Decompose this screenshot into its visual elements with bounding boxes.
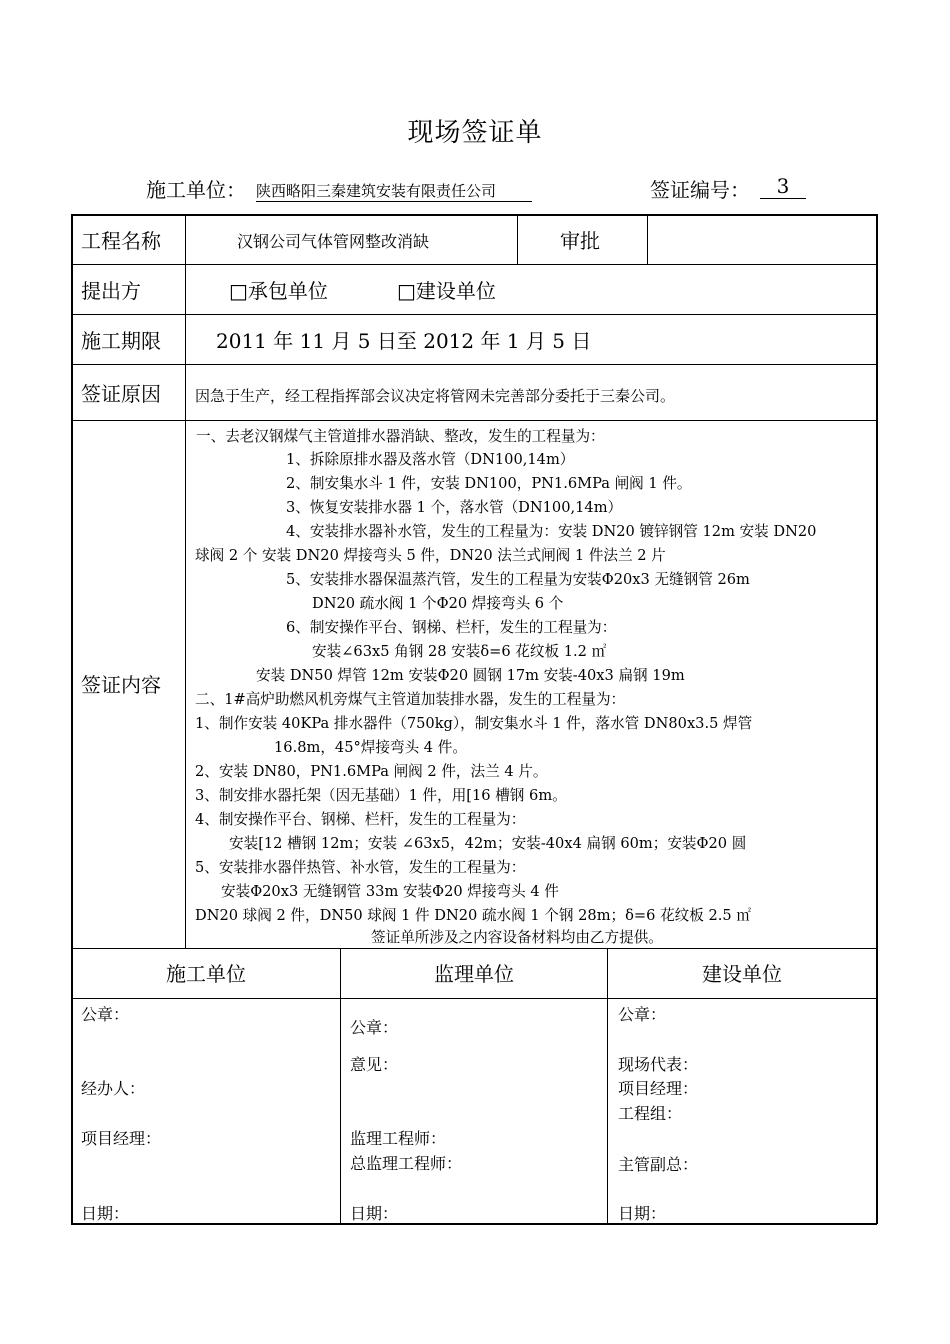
proposer-option-owner[interactable]: □建设单位	[397, 279, 496, 303]
content-line: 2、制安集水斗 1 件，安装 DN100，PN1.6MPa 闸阀 1 件。	[286, 475, 692, 492]
content-line: 1、制作安装 40KPa 排水器件（750kg），制安集水斗 1 件，落水管 DN80x3.5 焊管	[195, 715, 753, 732]
page-title: 现场签证单	[407, 118, 543, 148]
content-line: 5、安装排水器伴热管、补水管，发生的工程量为：	[195, 859, 526, 876]
construction-unit-value: 陕西略阳三秦建筑安装有限责任公司	[256, 180, 532, 202]
content-line: 4、安装排水器补水管，发生的工程量为：安装 DN20 镀锌钢管 12m 安装 DN20	[286, 523, 817, 540]
owner-pm-label: 项目经理：	[618, 1079, 699, 1098]
owner-deputy-label: 主管副总：	[618, 1155, 699, 1174]
content-line: DN20 疏水阀 1 个Φ20 焊接弯头 6 个	[312, 595, 564, 612]
construction-unit-label: 施工单位：	[146, 178, 246, 202]
owner-site-rep-label: 现场代表：	[618, 1055, 699, 1074]
contractor-seal-label: 公章：	[81, 1005, 130, 1024]
content-line: 签证单所涉及之内容设备材料均由乙方提供。	[371, 929, 663, 946]
sig-col-contractor-title: 施工单位	[166, 962, 246, 986]
contractor-date-label: 日期：	[81, 1204, 130, 1223]
content-line: 一、去老汉钢煤气主管道排水器消缺、整改，发生的工程量为：	[196, 428, 605, 445]
visa-number-label: 签证编号：	[650, 178, 750, 202]
owner-date-label: 日期：	[618, 1204, 667, 1223]
chief-supervisor-label: 总监理工程师：	[350, 1154, 463, 1173]
content-line: 安装∠63x5 角钢 28 安装δ=6 花纹板 1.2 ㎡	[312, 643, 607, 660]
content-line: 2、安装 DN80，PN1.6MPa 闸阀 2 件，法兰 4 片。	[195, 763, 548, 780]
content-line: 安装Φ20x3 无缝钢管 33m 安装Φ20 焊接弯头 4 件	[221, 883, 559, 900]
content-label: 签证内容	[81, 673, 161, 697]
owner-seal-label: 公章：	[618, 1005, 667, 1024]
contractor-handler-label: 经办人：	[81, 1079, 146, 1098]
project-name-value: 汉钢公司气体管网整改消缺	[237, 232, 430, 251]
content-line: 6、制安操作平台、钢梯、栏杆，发生的工程量为：	[286, 619, 617, 636]
content-line: 安装[12 槽钢 12m；安装 ∠63x5，42m；安装-40x4 扁钢 60m；安装Φ20 圆	[229, 835, 747, 852]
content-line: 4、制安操作平台、钢梯、栏杆，发生的工程量为：	[195, 811, 526, 828]
supervisor-date-label: 日期：	[350, 1204, 399, 1223]
content-line: 16.8m，45°焊接弯头 4 件。	[274, 739, 467, 756]
visa-number-value: 3	[760, 174, 806, 199]
period-value: 2011 年 11 月 5 日至 2012 年 1 月 5 日	[216, 329, 592, 353]
supervisor-engineer-label: 监理工程师：	[350, 1129, 447, 1148]
reason-label: 签证原因	[81, 382, 161, 406]
approval-label: 审批	[560, 229, 600, 253]
sig-col-owner-title: 建设单位	[702, 962, 782, 986]
contractor-pm-label: 项目经理：	[81, 1129, 162, 1148]
content-line: 3、恢复安装排水器 1 个，落水管（DN100,14m）	[286, 499, 623, 516]
proposer-option-contractor[interactable]: □承包单位	[229, 279, 328, 303]
sig-col-supervisor-title: 监理单位	[434, 962, 514, 986]
content-line: 3、制安排水器托架（因无基础）1 件，用[16 槽钢 6m。	[195, 787, 567, 804]
supervisor-seal-label: 公章：	[350, 1018, 399, 1037]
period-label: 施工期限	[81, 329, 161, 353]
proposer-label: 提出方	[81, 279, 141, 303]
content-line: 安装 DN50 焊管 12m 安装Φ20 圆钢 17m 安装-40x3 扁钢 19m	[256, 667, 685, 684]
content-line: 5、安装排水器保温蒸汽管，发生的工程量为安装Φ20x3 无缝钢管 26m	[286, 571, 750, 588]
content-line: 球阀 2 个 安装 DN20 焊接弯头 5 件，DN20 法兰式闸阀 1 件法兰 2 片	[195, 547, 666, 564]
supervisor-opinion-label: 意见：	[350, 1055, 399, 1074]
content-line: 1、拆除原排水器及落水管（DN100,14m）	[286, 451, 575, 468]
project-name-label: 工程名称	[81, 229, 161, 253]
reason-value: 因急于生产，经工程指挥部会议决定将管网未完善部分委托于三秦公司。	[195, 387, 676, 405]
content-line: 二、1#高炉助燃风机旁煤气主管道加装排水器，发生的工程量为：	[195, 691, 626, 708]
content-line: DN20 球阀 2 件，DN50 球阀 1 件 DN20 疏水阀 1 个钢 28m；δ=6 花纹板 2.5 ㎡	[195, 907, 751, 924]
owner-project-group-label: 工程组：	[618, 1104, 683, 1123]
approval-field[interactable]	[648, 215, 876, 264]
